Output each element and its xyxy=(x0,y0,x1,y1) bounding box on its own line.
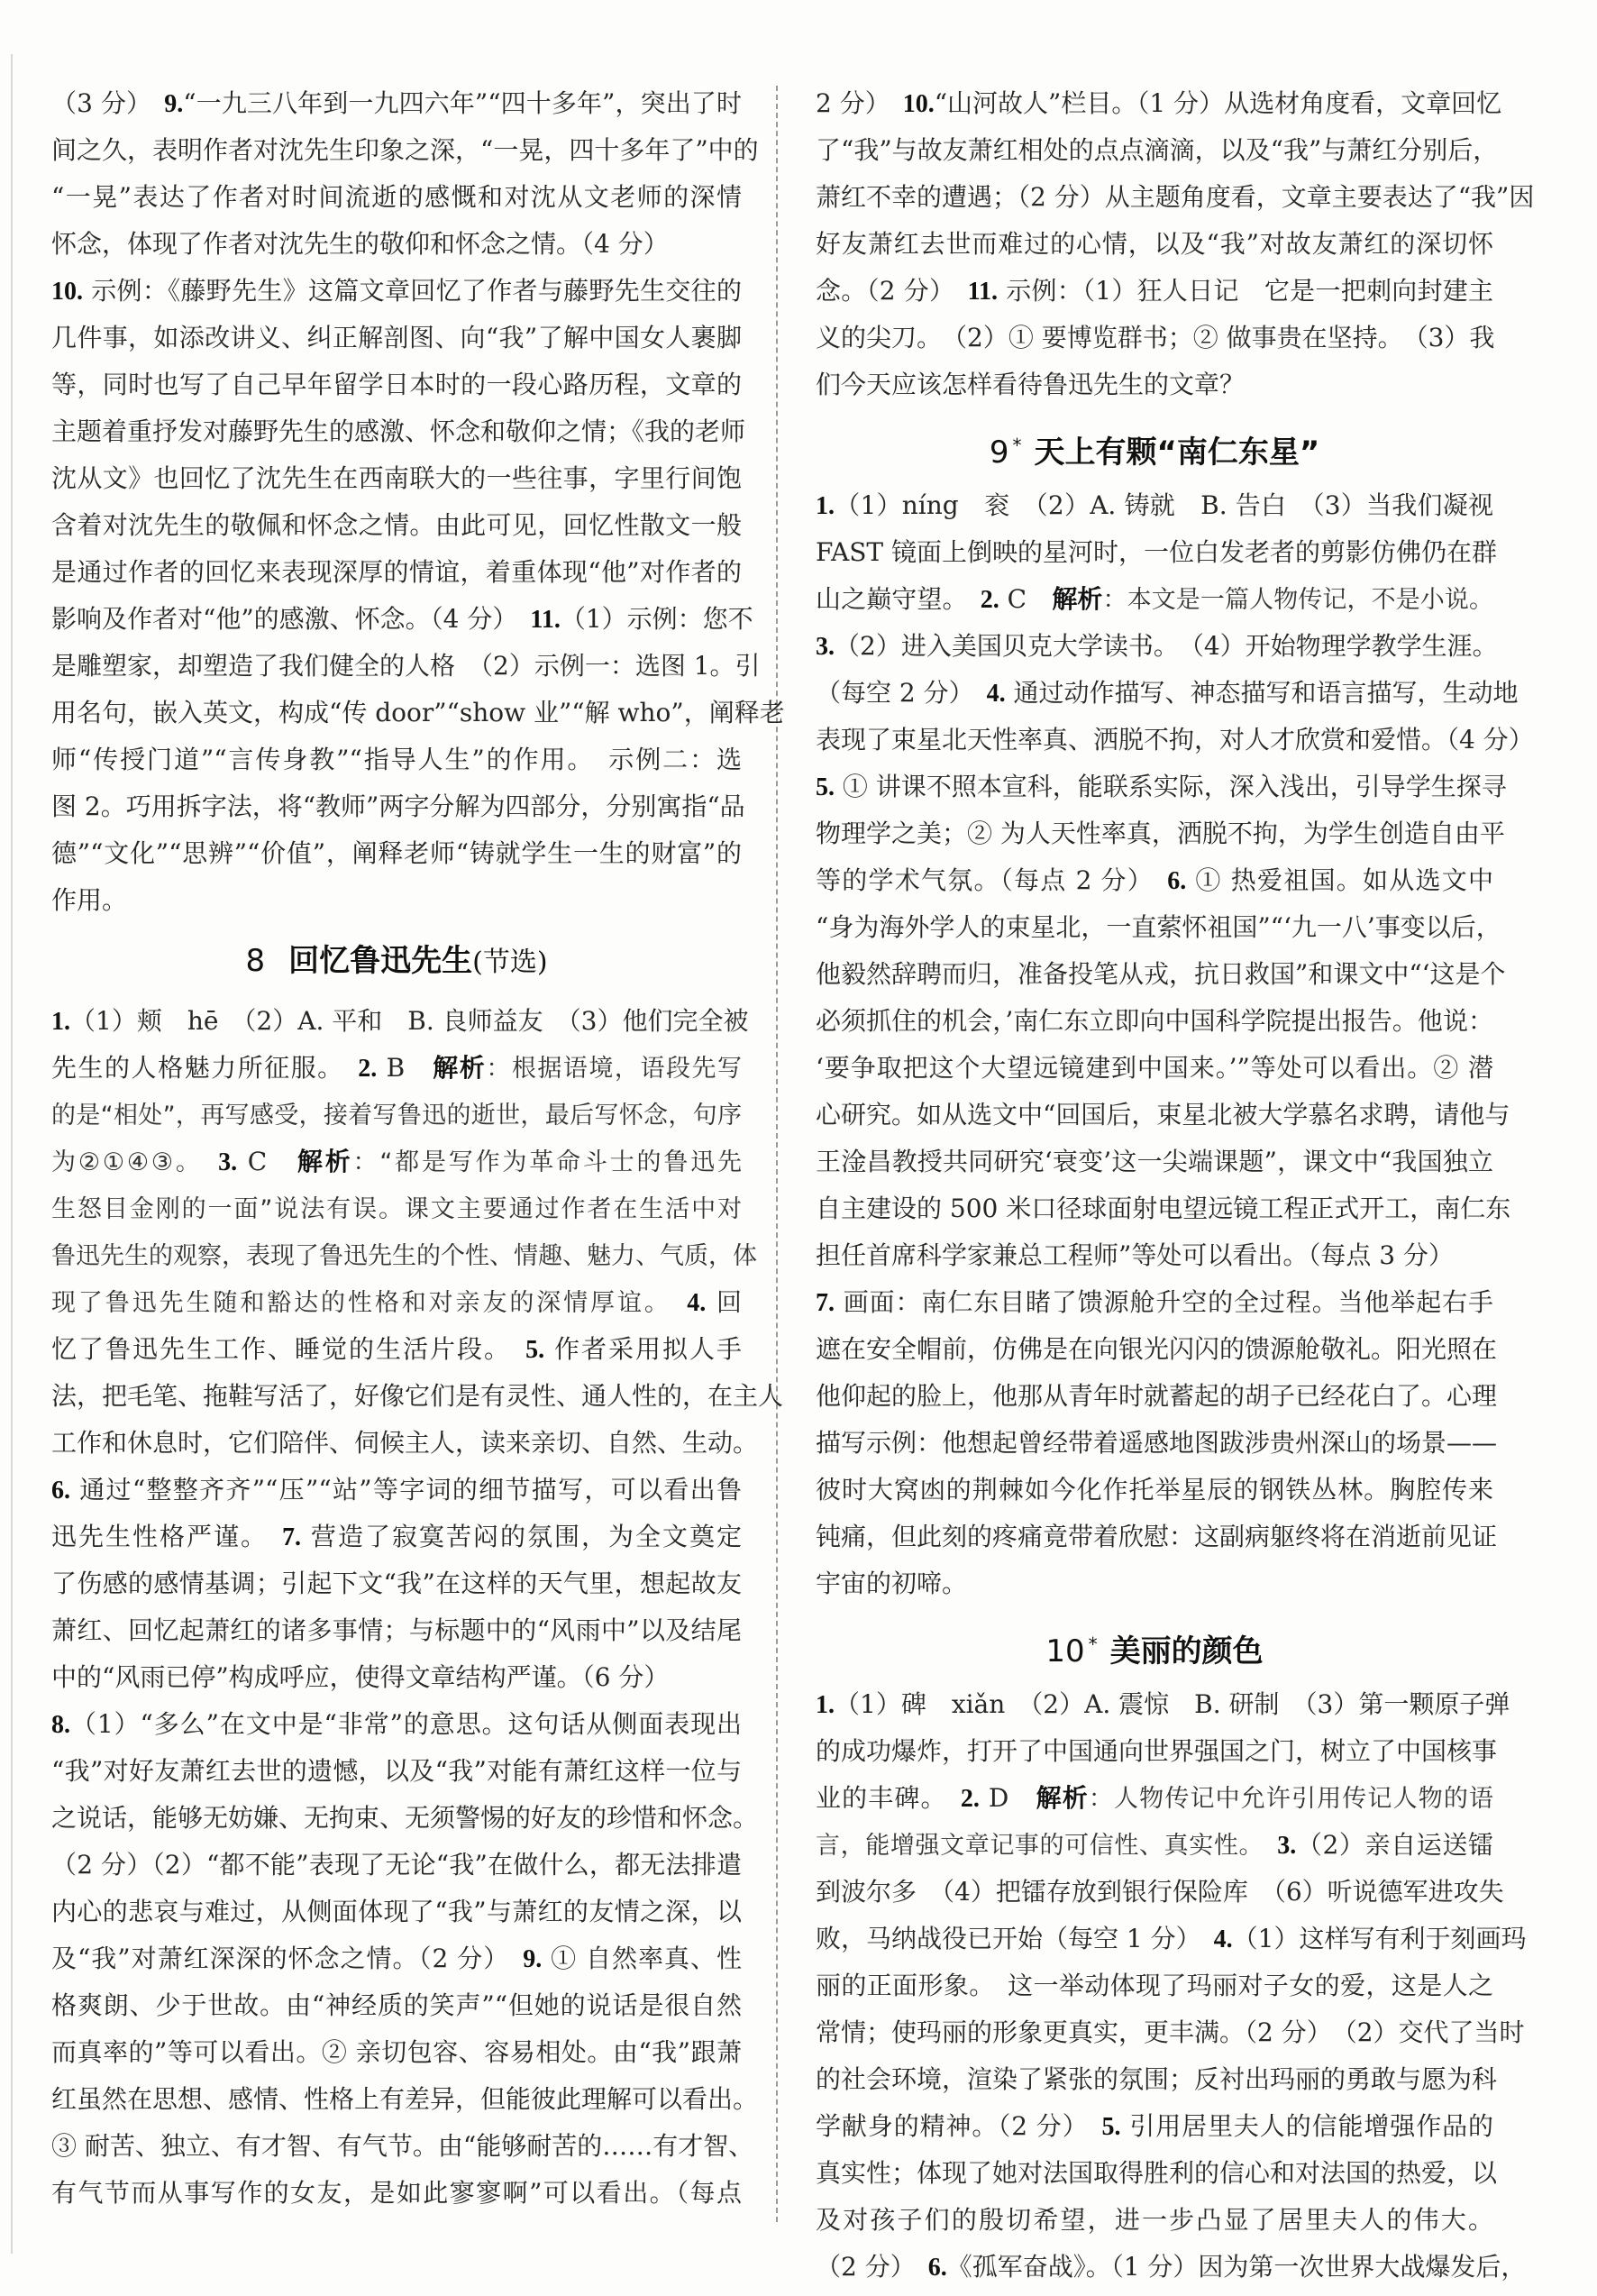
answer-text: （3 分） xyxy=(51,88,165,118)
answer-text: 红虽然在思想、感情、性格上有差异，但能彼此理解可以看出。 xyxy=(51,2084,759,2114)
answer-text: 等，同时也写了自己早年留学日本时的一段心路历程，文章的 xyxy=(51,370,742,399)
answer-text: 物理学之美；② 为人天性率真，洒脱不拘，为学生创造自由平 xyxy=(816,819,1505,848)
text-line xyxy=(51,455,742,502)
answer-text: 心研究。如从选文中“回国后，束星北被大学慕名求聘，请他与 xyxy=(816,1100,1510,1130)
text-line xyxy=(51,361,742,408)
text-line xyxy=(816,1775,1493,1822)
answer-text: 主题着重抒发对藤野先生的感激、怀念和敬仰之情；《我的老师 xyxy=(51,416,746,446)
text-line xyxy=(816,951,1506,998)
analysis-text: 为②①④③。 xyxy=(51,1148,191,1176)
text-line xyxy=(816,1962,1493,2009)
text-line xyxy=(51,1842,742,1889)
answer-text: “山河故人”栏目。（1 分）从选材角度看，文章回忆 xyxy=(934,88,1502,118)
question-label: 5. xyxy=(816,773,835,801)
question-label: 7. xyxy=(816,1289,835,1317)
text-line xyxy=(51,830,742,877)
page-edge-line xyxy=(11,54,13,2254)
section-heading-9 xyxy=(816,408,1493,482)
answer-block-8-end xyxy=(816,80,1535,408)
answer-text: 作者采用拟人手 xyxy=(544,1334,742,1364)
answer-text: 及“我”对萧红深深的怀念之情。（2 分） xyxy=(51,1944,524,1973)
question-label: 1. xyxy=(816,1691,835,1719)
answer-text: 萧红、回忆起萧红的诸多事情；与标题中的“风雨中”以及结尾 xyxy=(51,1615,742,1645)
answer-text: 遮在安全帽前，仿佛是在向银光闪闪的馈源舱敬礼。阳光照在 xyxy=(816,1334,1498,1364)
answer-text: （1）颊 hē （2）A. 平和 B. 良师益友 （3）他们完全被 xyxy=(70,1006,749,1036)
text-line xyxy=(816,764,1507,810)
text-line xyxy=(51,1467,742,1514)
answer-text: 而真率的”等可以看出。② 亲切包容、容易相处。由“我”跟萧 xyxy=(51,2037,742,2067)
question-label: 解析 xyxy=(433,1055,487,1083)
text-line xyxy=(51,408,746,455)
answer-text: （1）“多么”在文中是“非常”的意思。这句话从侧面表现出 xyxy=(70,1709,742,1739)
answer-text: ③ 耐苦、独立、有才智、有气节。由“能够耐苦的……有才智、 xyxy=(51,2131,754,2161)
question-label: 2. xyxy=(358,1055,378,1083)
answer-text: 法，把毛笔、拖鞋写活了，好像它们是有灵性、通人性的，在主人 xyxy=(51,1381,784,1411)
answer-text: 间之久，表明作者对沈先生印象之深，“一晃，四十多年了”中的 xyxy=(51,135,759,165)
answer-text: 示例：《藤野先生》这篇文章回忆了作者与藤野先生交往的 xyxy=(83,276,742,306)
answer-text: 念。（2 分） xyxy=(816,276,968,306)
text-line xyxy=(51,1982,742,2029)
text-line xyxy=(816,1681,1510,1728)
answer-text xyxy=(659,1287,687,1317)
text-line xyxy=(816,1045,1493,1092)
text-line xyxy=(816,221,1493,268)
answer-text: （1）碑 xiǎn （2）A. 震惊 B. 研制 （3）第一颗原子弹 xyxy=(835,1689,1510,1719)
answer-text: 表现了束星北天性率真、洒脱不拘，对人才欣赏和爱惜。（4 分） xyxy=(816,725,1534,755)
answer-text: 常情；使玛丽的形象更真实，更丰满。（2 分） （2）交代了当时 xyxy=(816,2017,1525,2047)
analysis-text: 的是“相处”，再写感受，接着写鲁迅的逝世，最后写怀念，句序 xyxy=(51,1102,742,1130)
answer-text: 忆了鲁迅先生工作、睡觉的生活片段。 xyxy=(51,1334,526,1364)
text-line xyxy=(816,670,1519,717)
answer-text: 他毅然辞聘而归，准备投笔从戎，抗日救国”和课文中“‘这是个 xyxy=(816,959,1506,989)
question-label: 1. xyxy=(51,1008,70,1036)
answer-text: ① 讲课不照本宣科，能联系实际，深入浅出，引导学生探寻 xyxy=(835,772,1507,801)
answer-text: 工作和休息时，它们陪伴、伺候主人，读来亲切、自然、生动。 xyxy=(51,1428,759,1458)
answer-text: 作用。 xyxy=(51,885,128,915)
text-line xyxy=(816,1420,1498,1467)
answer-text: 义的尖刀。 （2）① 要博览群书；② 做事贵在坚持。 （3）我 xyxy=(816,323,1495,352)
question-label: 10. xyxy=(902,90,935,118)
answer-block-7-end xyxy=(51,80,785,924)
analysis-text: ：“都是写作为革命斗士的鲁迅先 xyxy=(352,1148,742,1176)
analysis-text: 言，能增强文章记事的可信性、真实性。 xyxy=(816,1832,1252,1860)
text-line xyxy=(816,1279,1493,1326)
text-line xyxy=(816,810,1505,857)
text-line xyxy=(816,623,1498,670)
section-title: 回忆鲁迅先生 xyxy=(288,943,473,979)
question-label: 解析 xyxy=(1052,586,1103,614)
text-line xyxy=(816,2197,1493,2244)
answer-text: 们今天应该怎样看待鲁迅先生的文章？ xyxy=(816,370,1246,399)
text-line xyxy=(51,690,785,736)
answer-text: “一九三八年到一九四六年”“四十多年”，突出了时 xyxy=(183,88,742,118)
text-line xyxy=(816,268,1493,315)
left-column xyxy=(51,80,785,2217)
question-label: 2. xyxy=(960,1785,980,1813)
text-line xyxy=(816,1728,1498,1775)
text-line xyxy=(51,174,742,221)
answer-text: （2）亲自运送镭 xyxy=(1296,1830,1493,1860)
question-label: 5. xyxy=(525,1336,545,1364)
text-line xyxy=(816,904,1501,951)
text-line xyxy=(816,2103,1493,2150)
answer-text: 的社会环境，渲染了紧张的氛围；反衬出玛丽的勇敢与愿为科 xyxy=(816,2064,1498,2094)
answer-text: 业的丰碑。 xyxy=(816,1783,961,1813)
answer-text: 用名句，嵌入英文，构成“传 door”“show 业”“解 who”，阐释老 xyxy=(51,698,785,727)
text-line xyxy=(51,1935,742,1982)
text-line xyxy=(51,1092,742,1139)
text-line xyxy=(816,857,1493,904)
text-line xyxy=(816,482,1493,529)
text-line xyxy=(51,1045,742,1092)
answer-text: “我”对好友萧红去世的遗憾，以及“我”对能有萧红这样一位与 xyxy=(51,1756,742,1786)
text-line xyxy=(816,1326,1498,1373)
answer-text: 德”“文化”“思辨”“价值”，阐释老师“铸就学生一生的财富”的 xyxy=(51,838,742,868)
answer-text: 回 xyxy=(706,1287,742,1317)
answer-text: B xyxy=(377,1053,433,1083)
section-number: 10 xyxy=(1045,1633,1085,1669)
answer-text: C xyxy=(237,1147,297,1176)
text-line xyxy=(816,1092,1510,1139)
answer-text: 败，马纳战役已开始（每空 1 分） xyxy=(816,1924,1214,1953)
analysis-text: ：根据语境，语段先写 xyxy=(486,1055,742,1083)
question-label: 11. xyxy=(530,606,561,634)
text-line xyxy=(51,1889,742,1935)
analysis-text: ：本文是一篇人物传记，不是小说。 xyxy=(1102,586,1493,614)
answer-text: ① 自然率真、性 xyxy=(542,1944,742,1973)
text-line xyxy=(816,2056,1498,2103)
text-line xyxy=(51,1373,784,1420)
answer-text: 是通过作者的回忆来表现深厚的情谊，着重体现“他”对作者的 xyxy=(51,557,742,587)
question-label: 11. xyxy=(967,278,999,306)
text-line xyxy=(816,1232,1493,1279)
text-line xyxy=(51,1185,742,1232)
answer-text: 含着对沈先生的敬佩和怀念之情。由此可见，回忆性散文一般 xyxy=(51,510,742,540)
answer-text: 通过动作描写、神态描写和语言描写，生动地 xyxy=(1005,678,1519,708)
answer-text: 中的“风雨已停”构成呼应，使得文章结构严谨。（6 分） xyxy=(51,1662,670,1692)
answer-block-10 xyxy=(816,1681,1527,2291)
question-label: 3. xyxy=(1277,1832,1297,1860)
question-label: 3. xyxy=(816,633,835,661)
answer-text: 山之巅守望。 xyxy=(816,584,981,614)
answer-text: 宇宙的初啼。 xyxy=(816,1569,968,1598)
optional-lesson-star: * xyxy=(1012,435,1022,456)
answer-text: “身为海外学人的束星北，一直萦怀祖国”“‘九一八’事变以后， xyxy=(816,912,1501,942)
question-label: 6. xyxy=(927,2254,947,2282)
answer-text: 等的学术气氛。（每点 2 分） xyxy=(816,865,1168,895)
text-line xyxy=(51,1514,742,1560)
answer-text: 怀念，体现了作者对沈先生的敬仰和怀念之情。（4 分） xyxy=(51,229,669,259)
answer-text: 通过“整整齐齐”“压”“站”等字词的细节描写，可以看出鲁 xyxy=(70,1475,742,1505)
text-line xyxy=(816,174,1535,221)
text-line xyxy=(51,1279,742,1326)
text-line xyxy=(51,549,742,596)
analysis-text: 生怒目金刚的一面”说法有误。课文主要通过作者在生活中对 xyxy=(51,1195,742,1223)
text-line xyxy=(51,2170,742,2217)
text-line xyxy=(51,783,745,830)
answer-text: 真实性；体现了她对法国取得胜利的信心和对法国的热爱，以 xyxy=(816,2158,1498,2188)
question-label: 4. xyxy=(1213,1926,1233,1953)
answer-text: （1）示例：您不 xyxy=(560,604,753,634)
text-line xyxy=(816,361,1493,408)
answer-text: 必须抓住的机会，’南仁东立即向中国科学院提出报告。他说： xyxy=(816,1006,1493,1036)
answer-text: 之说话，能够无妨嫌、无拘束、无须警惕的好友的珍惜和怀念。 xyxy=(51,1803,759,1833)
answer-text: 先生的人格魅力所征服。 xyxy=(51,1053,359,1083)
answer-text: 几件事，如添改讲义、纠正解剖图、向“我”了解中国女人裹脚 xyxy=(51,323,742,352)
answer-text: 内心的悲哀与难过，从侧面体现了“我”与萧红的友情之深，以 xyxy=(51,1897,742,1926)
text-line xyxy=(816,80,1502,127)
answer-text: C xyxy=(999,584,1053,614)
text-line xyxy=(816,127,1499,174)
answer-text: 《孤军奋战》。（1 分）因为第一次世界大战爆发后， xyxy=(946,2252,1527,2282)
question-label: 3. xyxy=(218,1148,238,1176)
answer-block-8 xyxy=(51,998,784,2217)
section-number: 8 xyxy=(245,943,266,979)
section-heading-8 xyxy=(51,924,742,998)
answer-text: 画面：南仁东目睹了馈源舱升空的全过程。当他举起右手 xyxy=(835,1287,1493,1317)
answer-text: （2 分）（2）“都不能”表现了无论“我”在做什么，都无法排遣 xyxy=(51,1850,742,1880)
analysis-text: ：人物传记中允许引用传记人物的语 xyxy=(1088,1785,1493,1813)
text-line xyxy=(51,1139,742,1185)
text-line xyxy=(816,1560,1493,1607)
answer-text: 图 2。巧用拆字法，将“教师”两字分解为四部分，分别寓指“品 xyxy=(51,791,745,821)
answer-text: 的成功爆炸，打开了中国通向世界强国之门，树立了中国核事 xyxy=(816,1736,1498,1766)
answer-text xyxy=(1252,1830,1278,1860)
answer-text: 2 分） xyxy=(816,88,903,118)
text-line xyxy=(51,1607,742,1654)
answer-text: D xyxy=(979,1783,1036,1813)
answer-text: ① 热爱祖国。如从选文中 xyxy=(1186,865,1493,895)
text-line xyxy=(51,221,742,268)
answer-text: 担任首席科学家兼总工程师”等处可以看出。（每点 3 分） xyxy=(816,1240,1454,1270)
answer-text: （2）进入美国贝克大学读书。 （4）开始物理学教学生涯。 xyxy=(835,631,1498,661)
text-line xyxy=(816,1514,1498,1560)
answer-text: （2 分） xyxy=(816,2252,928,2282)
text-line xyxy=(816,1467,1493,1514)
section-title: 天上有颗“南仁东星” xyxy=(1034,435,1320,471)
answer-text: 迅先生性格严谨。 xyxy=(51,1522,283,1551)
text-line xyxy=(51,877,742,924)
text-line xyxy=(816,315,1493,361)
text-line xyxy=(51,643,761,690)
question-label: 1. xyxy=(816,492,835,520)
section-number: 9 xyxy=(989,435,1009,471)
answer-text: （1）níng 衮 （2）A. 铸就 B. 告白 （3）当我们凝视 xyxy=(835,490,1493,520)
text-line xyxy=(51,998,749,1045)
answer-text: 引用居里夫人的信能增强作品的 xyxy=(1120,2111,1494,2141)
question-label: 解析 xyxy=(1036,1785,1089,1813)
answer-text: 丽的正面形象。 这一举动体现了玛丽对子女的爱，这是人之 xyxy=(816,1971,1493,2000)
answer-text: （1）这样写有利于刻画玛 xyxy=(1232,1924,1527,1953)
text-line xyxy=(816,576,1493,623)
answer-text: 有气节而从事写作的女友，是如此寥寥啊”可以看出。（每点 xyxy=(51,2178,742,2208)
answer-text: 彼时大窝凼的荆棘如今化作托举星辰的钢铁丛林。胸腔传来 xyxy=(816,1475,1493,1505)
answer-text: 师“传授门道”“言传身教”“指导人生”的作用。 示例二：选 xyxy=(51,745,742,774)
text-line xyxy=(51,80,742,127)
answer-text: 营造了寂寞苦闷的氛围，为全文奠定 xyxy=(301,1522,742,1551)
question-label: 6. xyxy=(1167,867,1187,895)
section-title: 美丽的颜色 xyxy=(1109,1633,1264,1669)
question-label: 4. xyxy=(986,680,1006,708)
text-line xyxy=(51,1560,742,1607)
question-label: 4. xyxy=(687,1289,707,1317)
text-line xyxy=(51,1420,759,1467)
text-line xyxy=(816,2150,1498,2197)
text-line xyxy=(51,127,759,174)
text-line xyxy=(51,2076,759,2123)
answer-text: 沈从文》也回忆了沈先生在西南联大的一些往事，字里行间饱 xyxy=(51,463,742,493)
question-label: 8. xyxy=(51,1711,70,1739)
text-line xyxy=(51,1232,757,1279)
question-label: 9. xyxy=(523,1945,543,1973)
text-line xyxy=(816,1373,1498,1420)
text-line xyxy=(51,1326,742,1373)
answer-text: 到波尔多 （4）把镭存放到银行保险库 （6）听说德军进攻失 xyxy=(816,1877,1504,1907)
answer-text: 格爽朗、少于世故。由“神经质的笑声”“但她的说话是很自然 xyxy=(51,1990,742,2020)
text-line xyxy=(51,315,742,361)
question-label: 9. xyxy=(164,90,184,118)
answer-block-9 xyxy=(816,482,1534,1607)
text-line xyxy=(816,2244,1527,2291)
text-line xyxy=(51,1795,759,1842)
text-line xyxy=(51,596,753,643)
analysis-text: 鲁迅先生的观察，表现了鲁迅先生的个性、情趣、魅力、气质，体 xyxy=(51,1242,757,1270)
text-line xyxy=(816,1139,1493,1185)
answer-text: 自主建设的 500 米口径球面射电望远镜工程正式开工，南仁东 xyxy=(816,1194,1511,1223)
right-column xyxy=(816,80,1535,2291)
text-line xyxy=(816,1916,1527,1962)
section-subtitle: (节选) xyxy=(472,947,548,978)
answer-text: 他仰起的脸上，他那从青年时就蓄起的胡子已经花白了。心理 xyxy=(816,1381,1498,1411)
question-label: 2. xyxy=(980,586,999,614)
question-label: 6. xyxy=(51,1477,70,1505)
answer-text: 萧红不幸的遭遇；（2 分）从主题角度看，文章主要表达了“我”因 xyxy=(816,182,1535,212)
text-line xyxy=(51,1654,742,1701)
answer-text: 学献身的精神。（2 分） xyxy=(816,2111,1102,2141)
answer-text: 是雕塑家，却塑造了我们健全的人格 （2）示例一：选图 1。引 xyxy=(51,651,761,681)
text-line xyxy=(51,2029,742,2076)
text-line xyxy=(51,502,742,549)
answer-text: 描写示例：他想起曾经带着遥感地图跋涉贵州深山的场景—— xyxy=(816,1428,1498,1458)
answer-text: 影响及作者对“他”的感激、怀念。（4 分） xyxy=(51,604,531,634)
text-line xyxy=(816,1869,1504,1916)
text-line xyxy=(816,529,1497,576)
text-line xyxy=(51,2123,754,2170)
answer-text: 钝痛，但此刻的疼痛竟带着欣慰：这副病躯终将在消逝前见证 xyxy=(816,1522,1498,1551)
answer-text: 及对孩子们的殷切希望，进一步凸显了居里夫人的伟大。 xyxy=(816,2205,1493,2235)
text-line xyxy=(51,736,742,783)
column-divider xyxy=(776,86,778,2222)
answer-text: 了伤感的感情基调；引起下文“我”在这样的天气里，想起故友 xyxy=(51,1569,742,1598)
text-line xyxy=(816,998,1493,1045)
answer-text: 示例：（1）狂人日记 它是一把刺向封建主 xyxy=(998,276,1494,306)
answer-text: FAST 镜面上倒映的星河时，一位白发老者的剪影仿佛仍在群 xyxy=(816,537,1497,567)
question-label: 5. xyxy=(1101,2113,1121,2141)
answer-text: 王淦昌教授共同研究‘衰变’这一尖端课题”，课文中“我国独立 xyxy=(816,1147,1493,1176)
question-label: 解析 xyxy=(297,1148,353,1176)
text-line xyxy=(51,268,742,315)
answer-text: 了“我”与故友萧红相处的点点滴滴，以及“我”与萧红分别后， xyxy=(816,135,1499,165)
analysis-text: 现了鲁迅先生随和豁达的性格和对亲友的深情厚谊。 xyxy=(51,1289,660,1317)
text-line xyxy=(51,1701,742,1748)
question-label: 7. xyxy=(282,1523,302,1551)
text-line xyxy=(816,717,1534,764)
answer-text: “一晃”表达了作者对时间流逝的感慨和对沈从文老师的深情 xyxy=(51,182,742,212)
text-line xyxy=(51,1748,742,1795)
answer-text: （每空 2 分） xyxy=(816,678,987,708)
text-line xyxy=(816,1185,1511,1232)
optional-lesson-star: * xyxy=(1088,1633,1098,1655)
question-label: 10. xyxy=(51,278,83,306)
text-line xyxy=(816,2009,1525,2056)
answer-text: ‘要争取把这个大望远镜建到中国来。’”等处可以看出。② 潜 xyxy=(816,1053,1493,1083)
answer-text xyxy=(190,1147,218,1176)
answer-text: 好友萧红去世而难过的心情，以及“我”对故友萧红的深切怀 xyxy=(816,229,1493,259)
text-line xyxy=(816,1822,1493,1869)
section-heading-10 xyxy=(816,1607,1493,1681)
